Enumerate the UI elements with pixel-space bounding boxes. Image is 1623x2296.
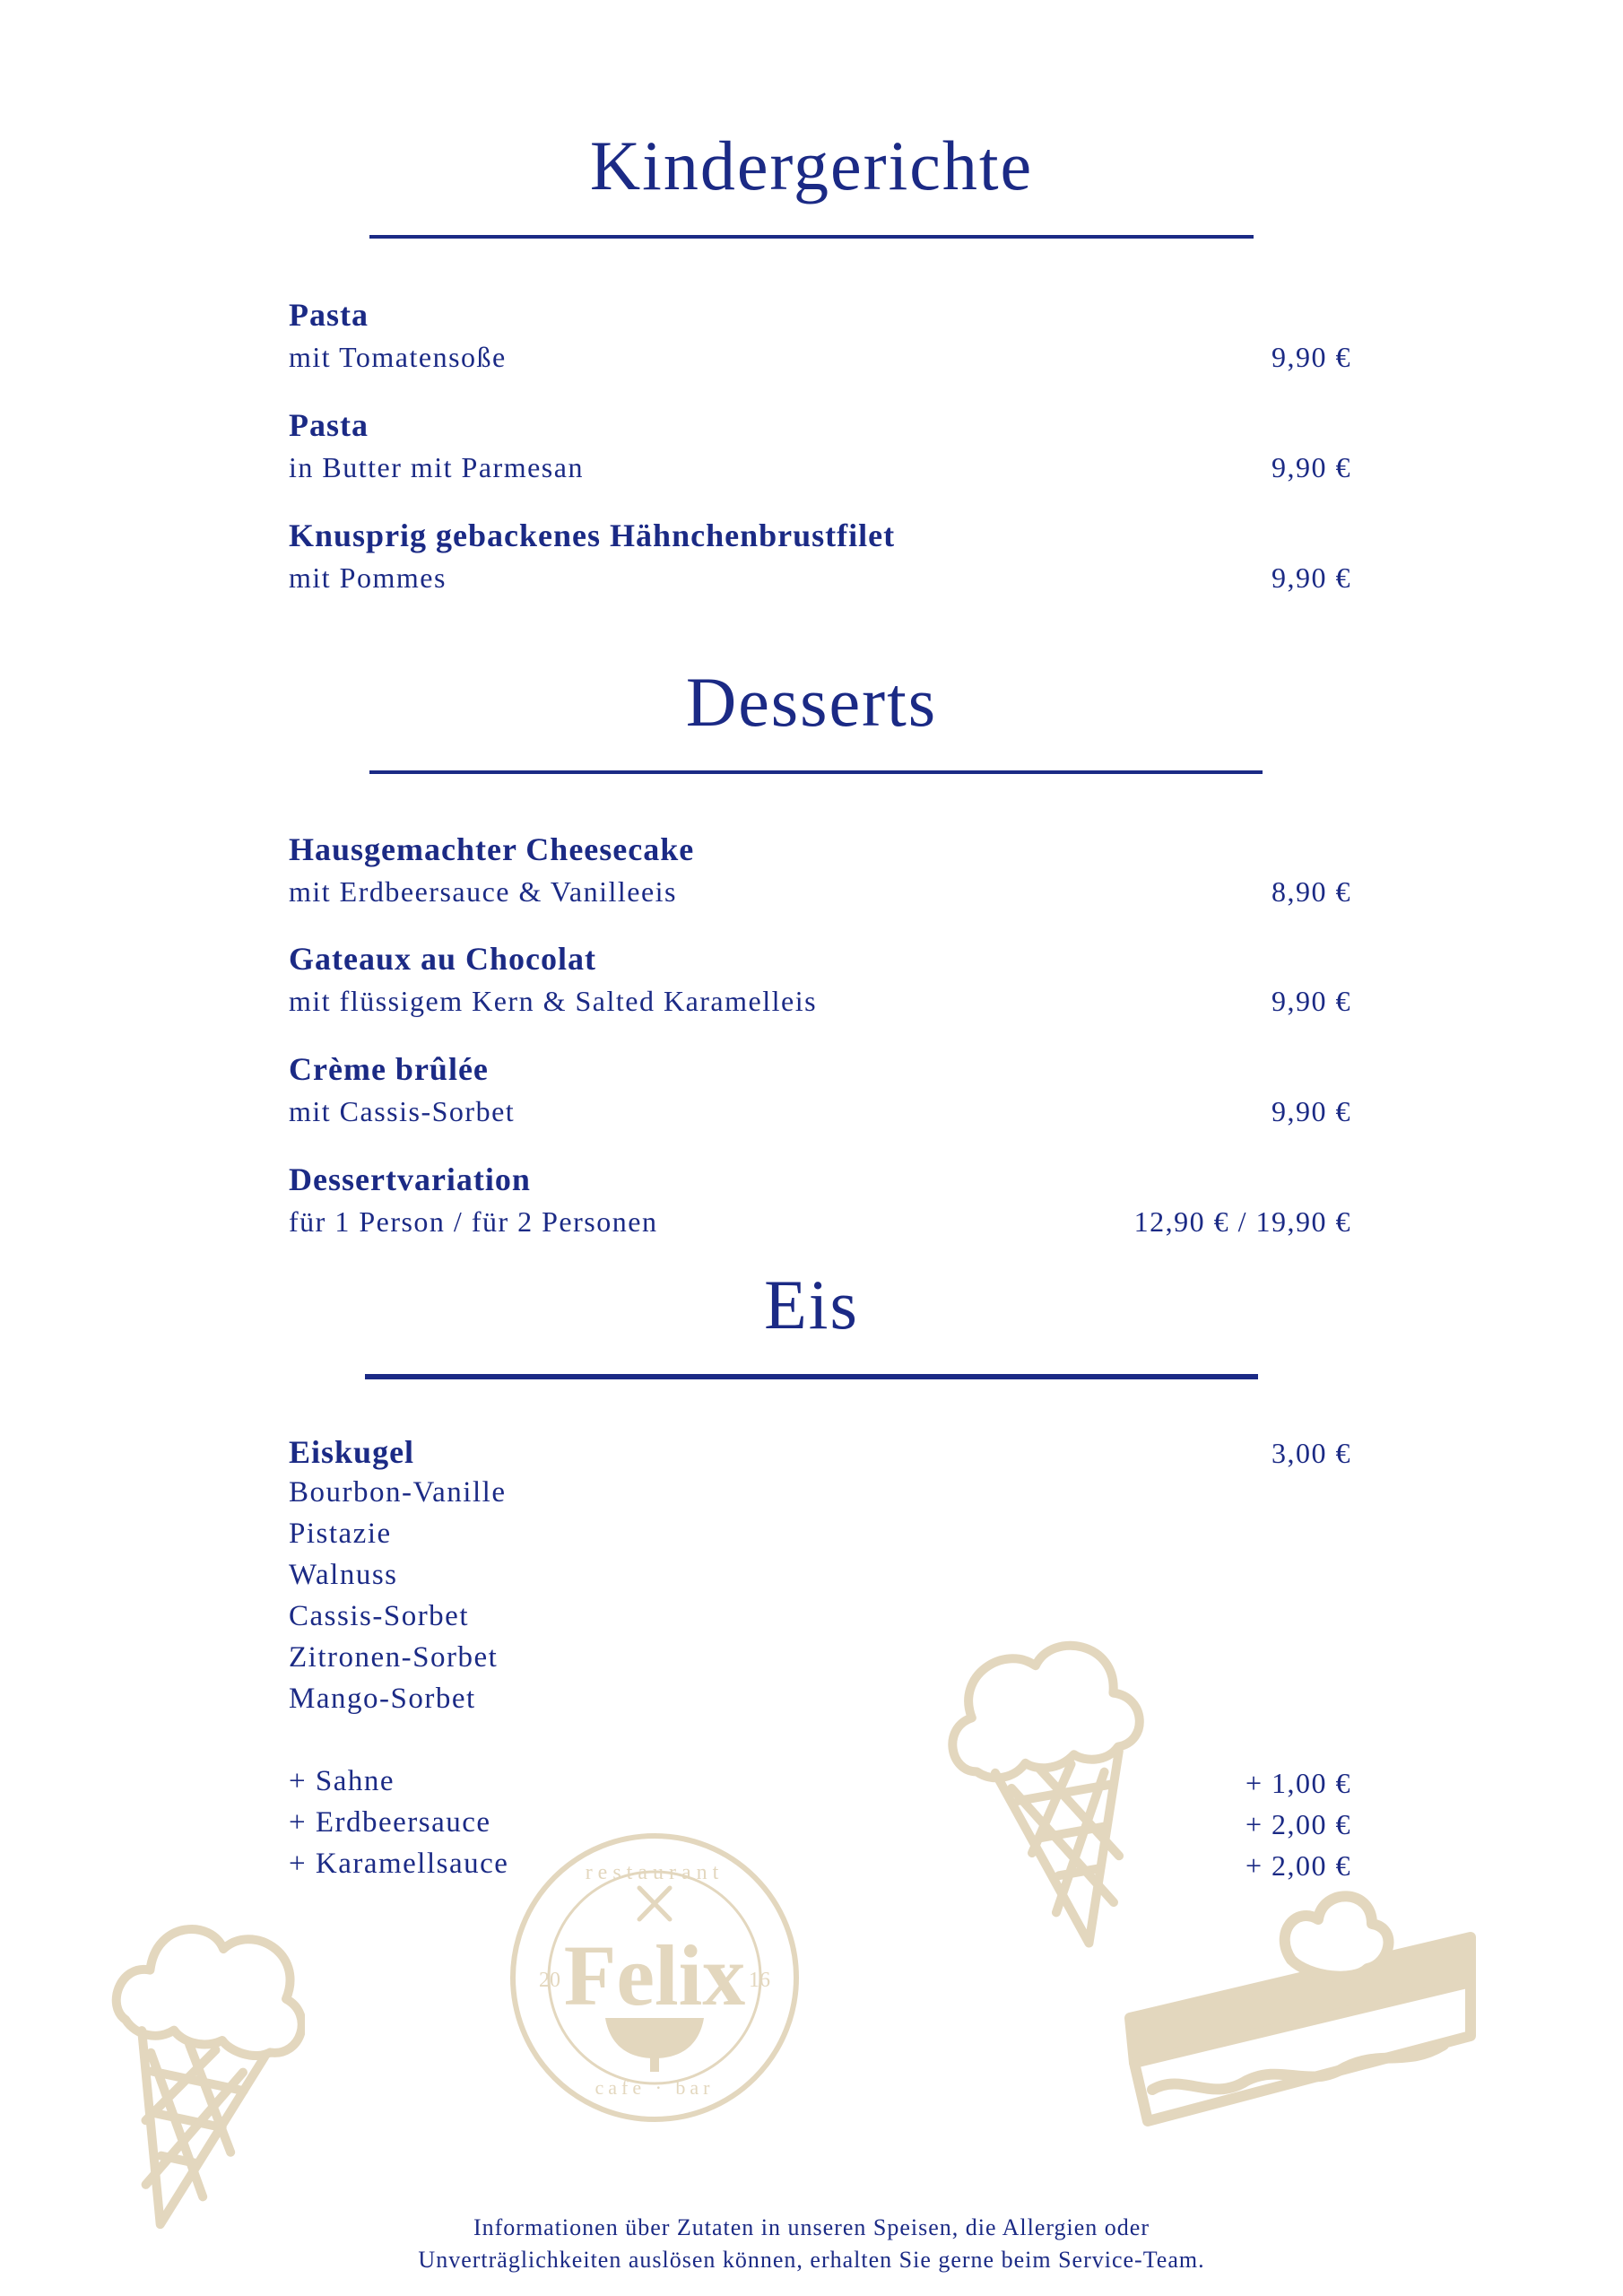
section-title-desserts: Desserts [685,663,938,741]
section-divider-kindergerichte [369,235,1254,239]
menu-item-description: mit Cassis-Sorbet [289,1095,516,1127]
menu-item-price: 3,00 € [1271,1437,1351,1469]
section-divider-desserts [369,770,1263,774]
menu-item-name: Crème brûlée [289,1051,489,1087]
ice-cream-flavor: Zitronen-Sorbet [289,1641,499,1674]
menu-item-description: in Butter mit Parmesan [289,451,584,483]
logo-name: Felix [563,1927,746,2023]
extra-topping: + Erdbeersauce [289,1806,491,1839]
menu-item-price: 9,90 € [1271,1095,1351,1127]
menu-item-name: Knusprig gebackenes Hähnchenbrustfilet [289,517,896,553]
menu-item-price: 9,90 € [1271,451,1351,483]
footer-line: Informationen über Zutaten in unseren Speisen, die Allergien oder [473,2214,1150,2240]
menu-item-description: mit flüssigem Kern & Salted Karamelleis [289,985,818,1017]
ice-cream-flavor: Cassis-Sorbet [289,1600,469,1632]
menu-item-name: Pasta [289,407,369,443]
menu-item-price: 9,90 € [1271,561,1351,594]
ice-cream-flavor: Walnuss [289,1559,398,1591]
allergy-info-footer [0,2212,1623,2276]
logo-top-text: restaurant [585,1861,725,1884]
menu-item-name: Gateaux au Chocolat [289,941,596,977]
menu-item-name: Pasta [289,297,369,333]
menu-item-description: mit Erdbeersauce & Vanilleeis [289,875,677,908]
ice-cream-flavor: Bourbon-Vanille [289,1476,507,1509]
menu-item-name: Hausgemachter Cheesecake [289,831,695,867]
ice-cream-cone-icon [90,1901,305,2242]
logo-year-right: 16 [749,1969,770,1992]
cake-slice-icon [1112,1883,1488,2135]
fork-knife-icon [639,1888,670,1919]
menu-item-price: 12,90 € / 19,90 € [1133,1205,1351,1238]
menu-item-description: für 1 Person / für 2 Personen [289,1205,658,1238]
footer-line: Unverträglichkeiten auslösen können, erhalten Sie gerne beim Service-Team. [418,2247,1205,2273]
restaurant-logo [507,1830,803,2126]
section-title-kindergerichte: Kindergerichte [589,126,1034,204]
extra-topping: + Sahne [289,1765,395,1797]
menu-item-name: Dessertvariation [289,1161,531,1197]
section-divider-eis [365,1374,1258,1379]
logo-year-left: 20 [539,1969,560,1992]
extra-topping-price: + 2,00 € [1245,1808,1351,1840]
ice-cream-flavor: Mango-Sorbet [289,1683,476,1715]
extra-topping-price: + 2,00 € [1245,1849,1351,1882]
logo-bottom-text: cafe · bar [595,2076,715,2099]
menu-item-price: 9,90 € [1271,985,1351,1017]
menu-item-price: 9,90 € [1271,341,1351,373]
section-title-eis: Eis [764,1265,859,1344]
extra-topping-price: + 1,00 € [1245,1767,1351,1799]
menu-item-price: 8,90 € [1271,875,1351,908]
menu-item-name: Eiskugel [289,1434,415,1470]
menu-item-description: mit Tomatensoße [289,341,507,373]
menu-item-description: mit Pommes [289,561,447,594]
ice-cream-flavor: Pistazie [289,1518,392,1550]
extra-topping: + Karamellsauce [289,1848,509,1880]
